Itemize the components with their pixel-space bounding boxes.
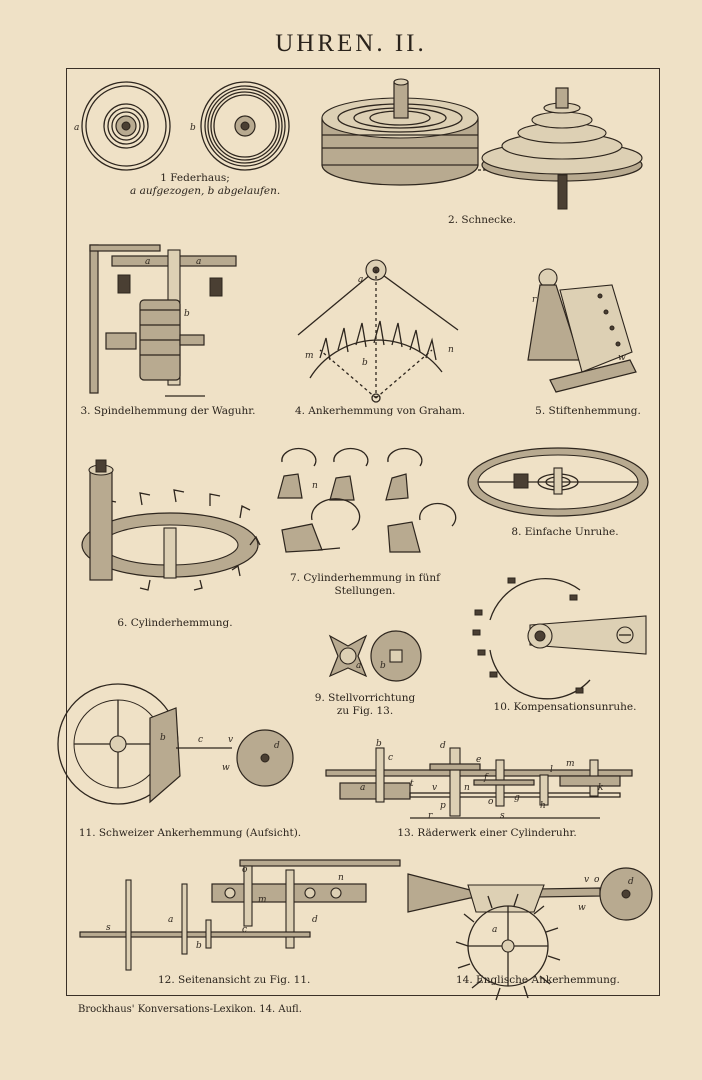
fig2-fusee-and-barrel — [322, 79, 642, 209]
fig13-letter: o — [488, 797, 494, 807]
fig14-letter: a — [492, 925, 498, 935]
plate-footer: Brockhaus' Konversations-Lexikon. 14. Aufl. — [78, 1004, 302, 1015]
fig13-letter: e — [476, 755, 482, 765]
fig13-letter: p — [440, 801, 446, 811]
fig3-caption: 3. Spindelhemmung der Waguhr. — [80, 405, 256, 417]
fig13-letter: n — [464, 783, 470, 793]
fig13-letter: v — [432, 783, 438, 793]
fig7-caption — [290, 572, 440, 598]
fig4-letter: b — [362, 358, 368, 368]
fig14-caption: 14. Englische Ankerhemmung. — [456, 974, 620, 986]
fig4-letter: n — [448, 345, 454, 355]
fig13-caption: 13. Räderwerk einer Cylinderuhr. — [397, 827, 577, 839]
fig12-letter: a — [168, 915, 174, 925]
fig9-caption-line1: 9. Stellvorrichtung — [314, 692, 416, 704]
fig12-caption: 12. Seitenansicht zu Fig. 11. — [158, 974, 311, 986]
fig13-letter: f — [484, 773, 488, 783]
fig13-going-train — [326, 739, 632, 821]
fig11-letter: d — [274, 741, 280, 751]
fig10-caption: 10. Kompensationsunruhe. — [493, 701, 637, 713]
fig4-letter: a — [358, 275, 364, 285]
fig1-mainspring-barrels — [74, 82, 289, 170]
fig14-letter: v — [584, 875, 590, 885]
fig14-letter: w — [578, 903, 586, 913]
fig9-stopwork — [330, 631, 421, 681]
fig12-letter: d — [312, 915, 318, 925]
fig13-letter: c — [388, 753, 394, 763]
fig9-caption-line2: zu Fig. 13. — [336, 705, 394, 717]
fig8-balance-wheel — [468, 448, 648, 516]
fig10-compensation-balance — [473, 578, 646, 699]
fig11-letter: w — [222, 763, 230, 773]
fig7-cylinder-positions — [278, 449, 456, 552]
fig11-letter: b — [160, 733, 166, 743]
fig4-caption: 4. Ankerhemmung von Graham. — [294, 405, 466, 417]
fig3-verge-escapement — [90, 245, 236, 396]
fig13-letter: b — [376, 739, 382, 749]
fig4-letter: m — [305, 351, 314, 361]
fig14-letter: o — [594, 875, 600, 885]
fig11-letter: c — [198, 735, 204, 745]
fig9-letter: a — [356, 661, 362, 671]
fig7-caption-line2: Stellungen. — [334, 585, 396, 597]
fig12-side-view — [80, 860, 400, 970]
fig1-caption-line1: 1 Federhaus; — [160, 172, 230, 184]
fig12-letter: n — [338, 873, 344, 883]
fig11-swiss-lever — [58, 684, 293, 804]
fig13-letter: l — [550, 765, 553, 775]
fig12-letter: b — [196, 941, 202, 951]
fig13-letter: g — [514, 793, 520, 803]
plate-title: UHREN. II. — [275, 30, 427, 57]
fig2-caption: 2. Schnecke. — [448, 214, 516, 226]
fig14-letter: d — [628, 877, 634, 887]
fig13-letter: r — [428, 811, 433, 821]
fig6-caption: 6. Cylinderhemmung. — [117, 617, 233, 629]
fig12-letter: c — [242, 925, 248, 935]
fig12-letter: o — [242, 865, 248, 875]
fig3-letter: a — [145, 257, 151, 267]
fig13-letter: h — [540, 801, 546, 811]
fig7-caption-line1: 7. Cylinderhemmung in fünf — [290, 572, 440, 584]
fig12-letter: m — [258, 895, 267, 905]
fig5-letter: r — [532, 295, 537, 305]
fig3-letter: b — [184, 309, 190, 319]
fig11-letter: v — [228, 735, 234, 745]
fig3-letter: a — [196, 257, 202, 267]
fig13-letter: d — [440, 741, 446, 751]
fig1-letter: b — [190, 123, 196, 133]
fig13-letter: t — [410, 779, 414, 789]
fig6-cylinder-escapement — [82, 460, 260, 590]
fig13-letter: k — [598, 783, 604, 793]
fig11-caption: 11. Schweizer Ankerhemmung (Aufsicht). — [78, 827, 302, 839]
fig9-letter: b — [380, 661, 386, 671]
fig1-caption-line2: a aufgezogen, b abgelaufen. — [130, 185, 281, 197]
fig13-letter: a — [360, 783, 366, 793]
fig5-pin-escapement — [528, 269, 636, 392]
fig12-letter: s — [106, 923, 111, 933]
fig8-caption: 8. Einfache Unruhe. — [511, 526, 619, 538]
fig4-graham-anchor — [298, 260, 458, 402]
fig13-letter: s — [500, 811, 505, 821]
fig1-letter: a — [74, 123, 80, 133]
fig5-caption: 5. Stiftenhemmung. — [535, 405, 641, 417]
fig7-letter: n — [312, 481, 318, 491]
fig13-letter: m — [566, 759, 575, 769]
fig5-letter: w — [618, 353, 626, 363]
fig1-caption — [130, 172, 281, 198]
fig9-caption — [305, 692, 425, 718]
